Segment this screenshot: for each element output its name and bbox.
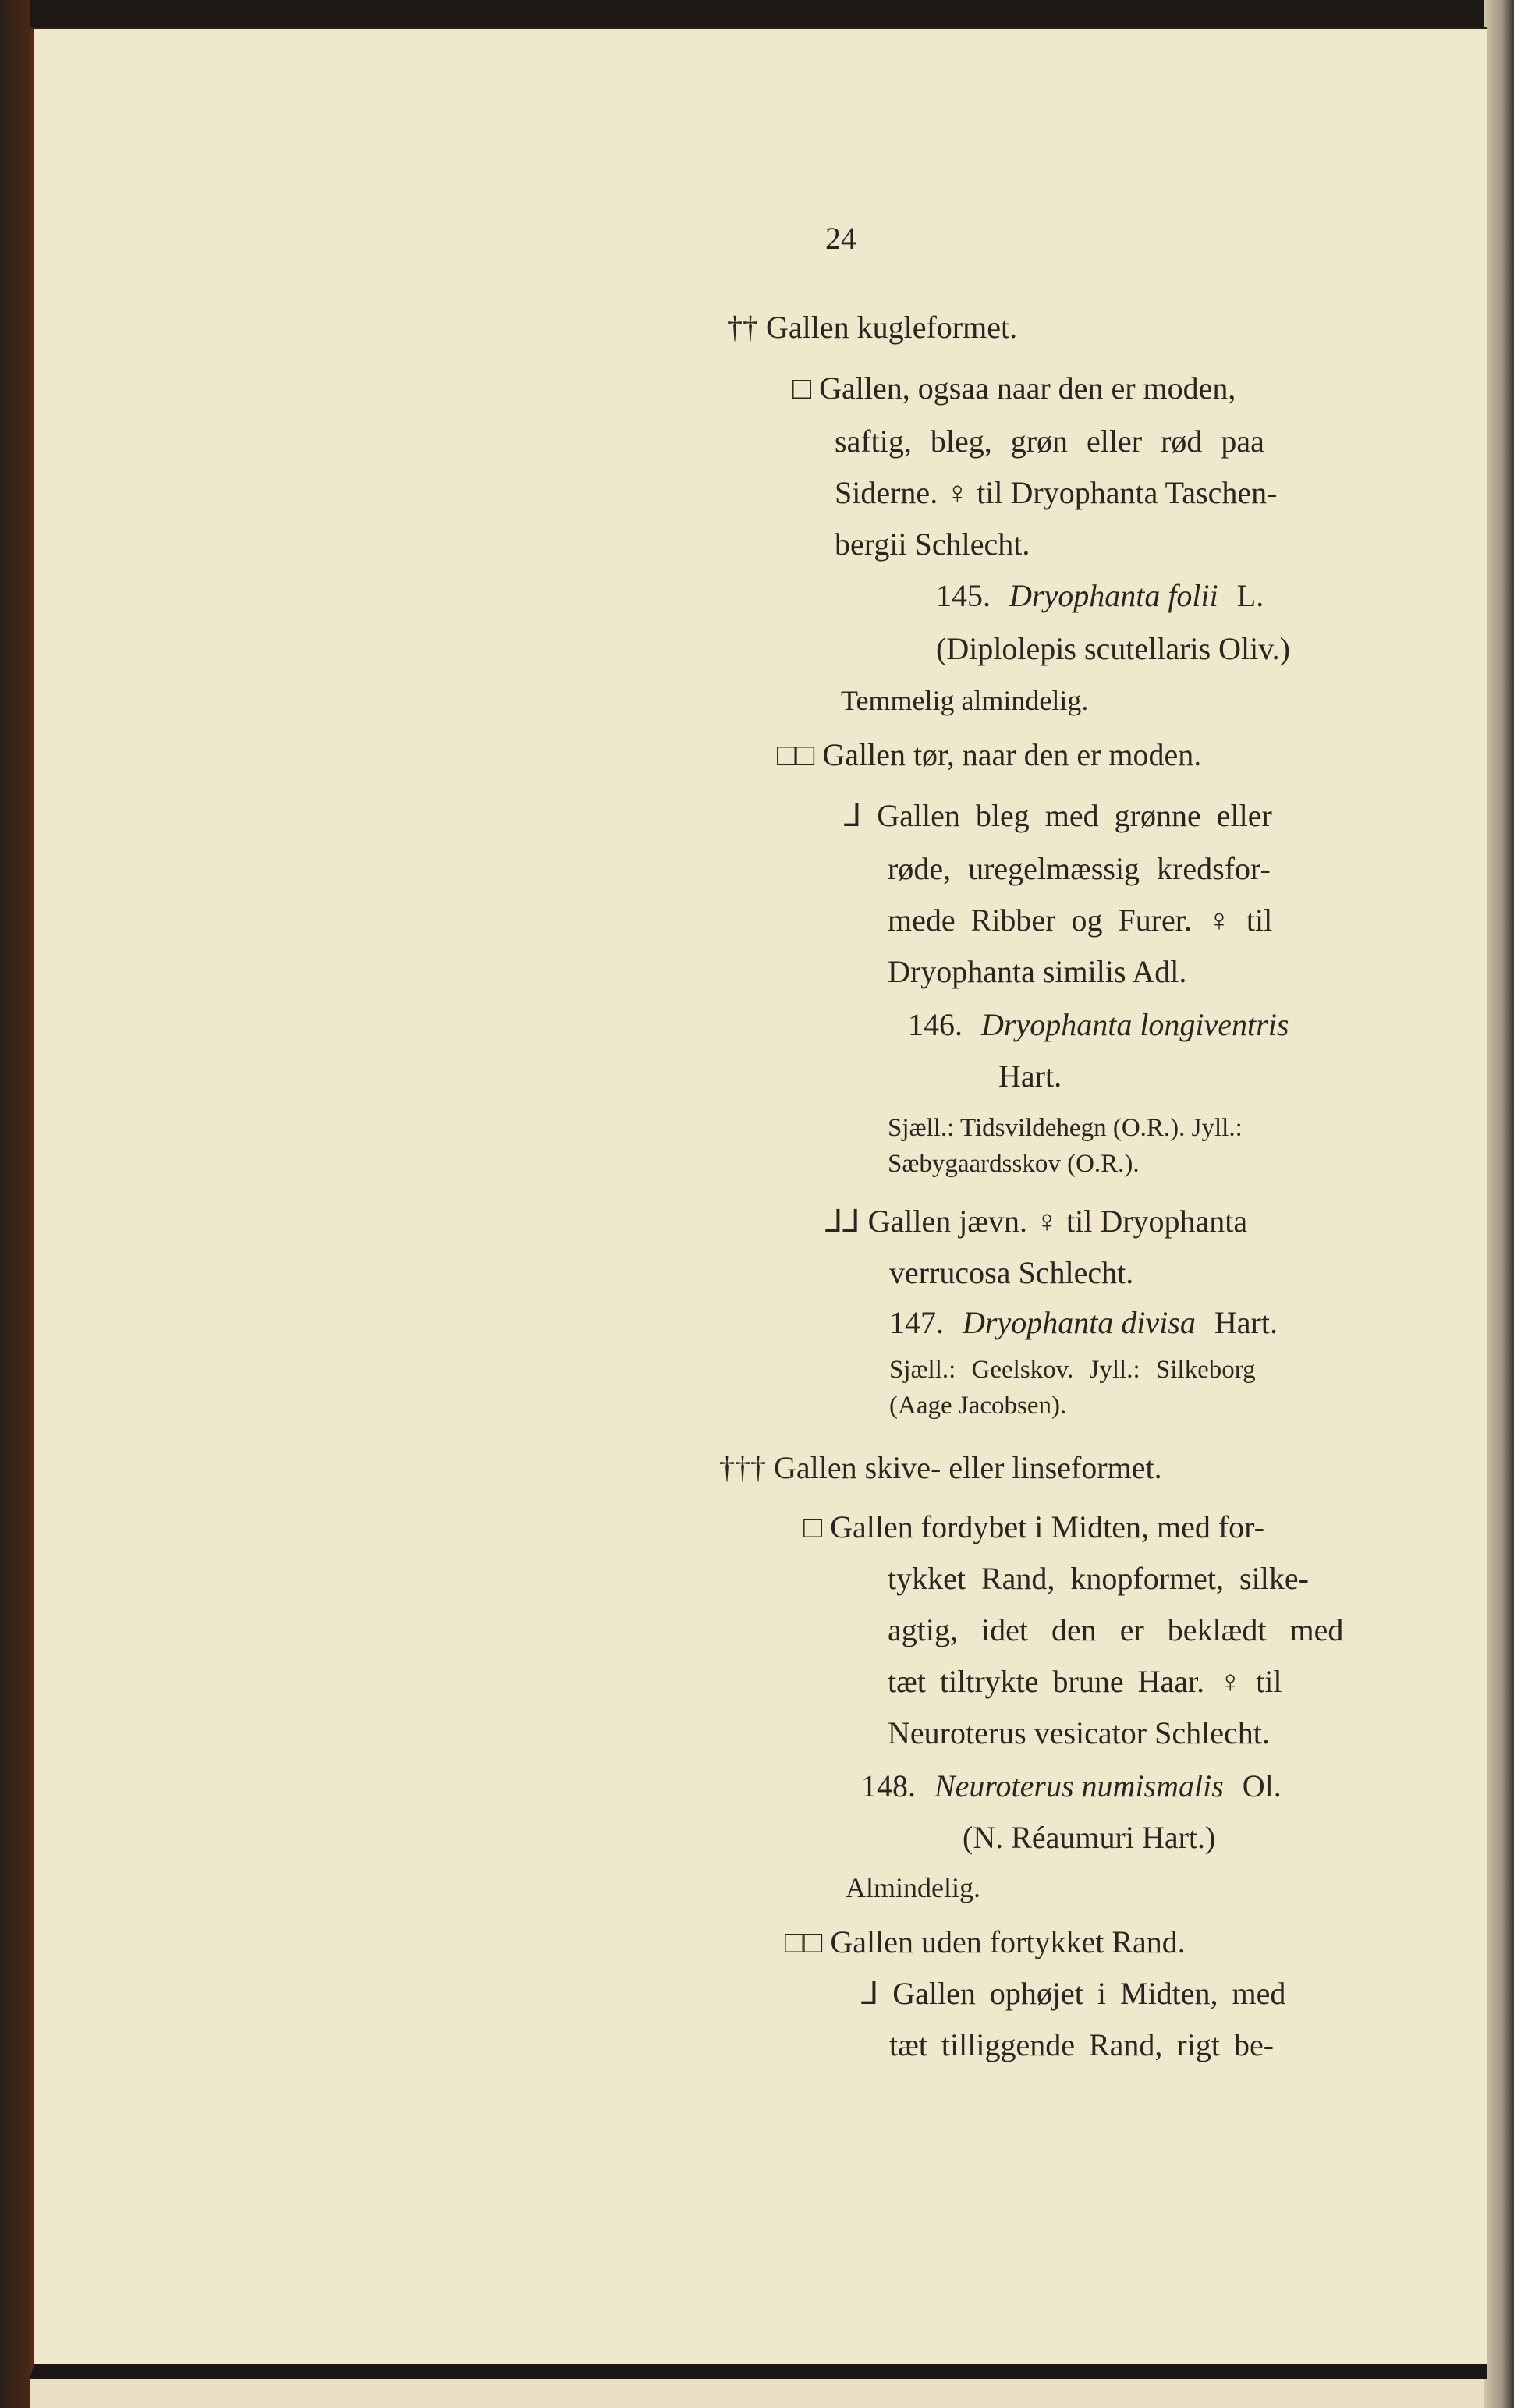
text-line: †† Gallen kugleformet. [727,310,1018,345]
scan-top-edge [0,0,1514,27]
species-entry [889,1307,1278,1339]
species-number: 147. [889,1305,944,1340]
text-line: mede Ribber og Furer. ♀ til [888,903,1273,938]
text-line: ⅃ Gallen bleg med grønne eller [844,798,1272,833]
text-line: □ Gallen, ogsaa naar den er moden, [792,371,1236,406]
text-line: Siderne. ♀ til Dryophanta Taschen- [835,475,1278,510]
species-author: Hart. [1214,1305,1278,1340]
text-line: tæt tilliggende Rand, rigt be- [889,2027,1275,2062]
text-line: ⅃ Gallen ophøjet i Midten, med [861,1976,1286,2011]
species-number: 145. [936,578,991,613]
text-line: Sjæll.: Tidsvildehegn (O.R.). Jyll.: [888,1114,1243,1142]
text-line: Temmelig almindelig. [841,685,1089,716]
text-line: Dryophanta similis Adl. [888,954,1187,989]
page-number: 24 [825,221,856,256]
text-line: Sæbygaardsskov (O.R.). [888,1150,1140,1178]
text-line: Sjæll.: Geelskov. Jyll.: Silkeborg [889,1356,1256,1384]
species-name: Dryophanta folii [1009,578,1218,613]
text-line: Almindelig. [846,1872,980,1903]
text-line: (N. Réaumuri Hart.) [963,1820,1216,1855]
text-line: bergii Schlecht. [835,527,1030,562]
species-author: L. [1236,578,1264,613]
species-number: 148. [861,1768,916,1803]
species-number: 146. [908,1007,963,1042]
text-line: Neuroterus vesicator Schlecht. [888,1715,1270,1750]
text-line: □ Gallen fordybet i Midten, med for- [803,1509,1264,1544]
text-line: □□ Gallen uden fortykket Rand. [785,1924,1186,1959]
species-entry [861,1768,1282,1803]
text-line: røde, uregelmæssig kredsfor- [888,851,1271,886]
text-line: tæt tiltrykte brune Haar. ♀ til [888,1664,1282,1699]
text-line: (Aage Jacobsen). [889,1392,1067,1420]
text-line: (Diplolepis scutellaris Oliv.) [936,631,1290,666]
species-name: Dryophanta divisa [963,1305,1196,1340]
species-author: Ol. [1242,1768,1282,1803]
scan-right-edge [1484,0,1514,2408]
text-line: ⅃⅃ Gallen jævn. ♀ til Dryophanta [825,1204,1248,1239]
text-line: saftig, bleg, grøn eller rød paa [835,424,1264,459]
species-entry [936,580,1264,612]
scan-left-edge [0,0,30,2408]
species-entry [908,1009,1289,1041]
species-name: Dryophanta longiventris [981,1007,1289,1042]
text-line: ††† Gallen skive- eller linseformet. [719,1450,1162,1485]
text-line: agtig, idet den er beklædt med [888,1612,1344,1647]
text-line: Hart. [998,1059,1062,1094]
text-line: tykket Rand, knopformet, silke- [888,1561,1309,1596]
species-name: Neuroterus numismalis [934,1768,1224,1803]
text-line: verrucosa Schlecht. [889,1255,1134,1290]
text-line: □□ Gallen tør, naar den er moden. [777,737,1202,772]
